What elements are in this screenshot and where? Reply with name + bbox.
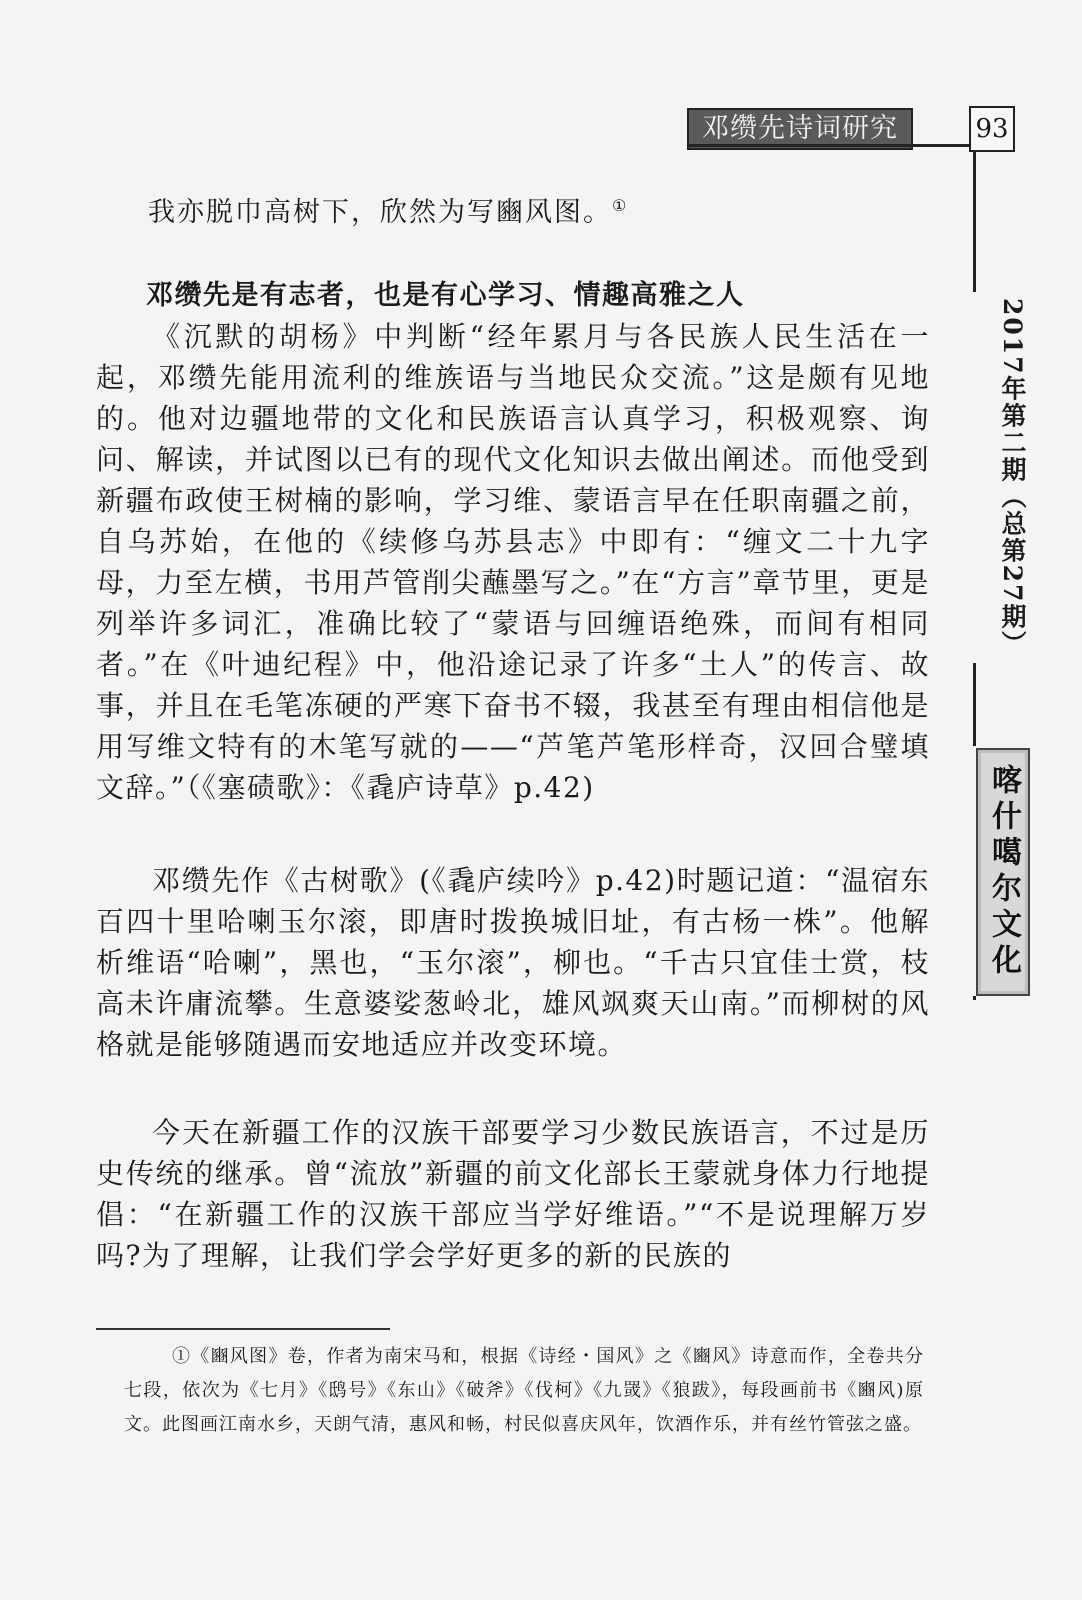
running-header-title: 邓缵先诗词研究 (687, 108, 913, 150)
poem-line-text: 我亦脱巾高树下，欣然为写豳风图。 (148, 197, 612, 228)
poem-line (148, 186, 628, 233)
paragraph-3: 今天在新疆工作的汉族干部要学习少数民族语言，不过是历史传统的继承。曾“流放”新疆的前文化部长王蒙就身体力行地提倡：“在新疆工作的汉族干部应当学好维语。”“不是说理解万岁吗?为了理解，让我们学会学好更多的新的民族的 (96, 1116, 930, 1272)
section-heading: 邓缵先是有志者，也是有心学习、情趣高雅之人 (146, 280, 745, 311)
paragraph-2: 邓缵先作《古树歌》(《毳庐续吟》p.42)时题记道：“温宿东百四十里哈喇玉尔滚，即唐时拨换城旧址，有古杨一株”。他解析维语“哈喇”，黑也，“玉尔滚”，柳也。“千古只宜佳士赏，枝高未许庸流攀。生意婆娑葱岭北，雄风飒爽天山南。”而柳树的风格就是能够随遇而安地适应并改变环境。 (96, 864, 930, 1061)
footnote-rule (96, 1328, 390, 1330)
paragraph-1: 《沉默的胡杨》中判断“经年累月与各民族人民生活在一起，邓缵先能用流利的维族语与当地民众交流。”这是颇有见地的。他对边疆地带的文化和民族语言认真学习，积极观察、询问、解读，并试图以已有的现代文化知识去做出阐述。而他受到新疆布政使王树楠的影响，学习维、蒙语言早在任职南疆之前，自乌苏始，在他的《续修乌苏县志》中即有：“缠文二十九字母，力至左横，书用芦管削尖蘸墨写之。”在“方言”章节里，更是列举许多词汇，准确比较了“蒙语与回缠语绝殊，而间有相同者。”在《叶迪纪程》中，他沿途记录了许多“土人”的传言、故事，并且在毛笔冻硬的严寒下奋书不辍，我甚至有理由相信他是用写维文特有的木笔写就的——“芦笔芦笔形样奇，汉回合璧填文辞。”（《塞碛歌》：《毳庐诗草》p.42) (96, 320, 930, 804)
brand-seal (976, 748, 1030, 996)
footnote: ①《豳风图》卷，作者为南宋马和，根据《诗经・国风》之《豳风》诗意而作，全卷共分七段，依次为《七月》《鸱号》《东山》《破斧》《伐柯》《九罭》《狼跋》，每段画前书《豳风)原文。此图画江南水乡，天朗气清，惠风和畅，村民似喜庆风年，饮酒作乐，并有丝竹管弦之盛。 (124, 1346, 924, 1435)
header-rule (687, 144, 969, 147)
margin-rule-lower (973, 996, 976, 1000)
issue-label: 2017年第二期（总第27期） (970, 292, 1030, 663)
brand-seal-text: 喀什噶尔文化 (986, 764, 1021, 980)
footnote-marker: ① (612, 196, 629, 215)
page-number: 93 (969, 106, 1015, 152)
